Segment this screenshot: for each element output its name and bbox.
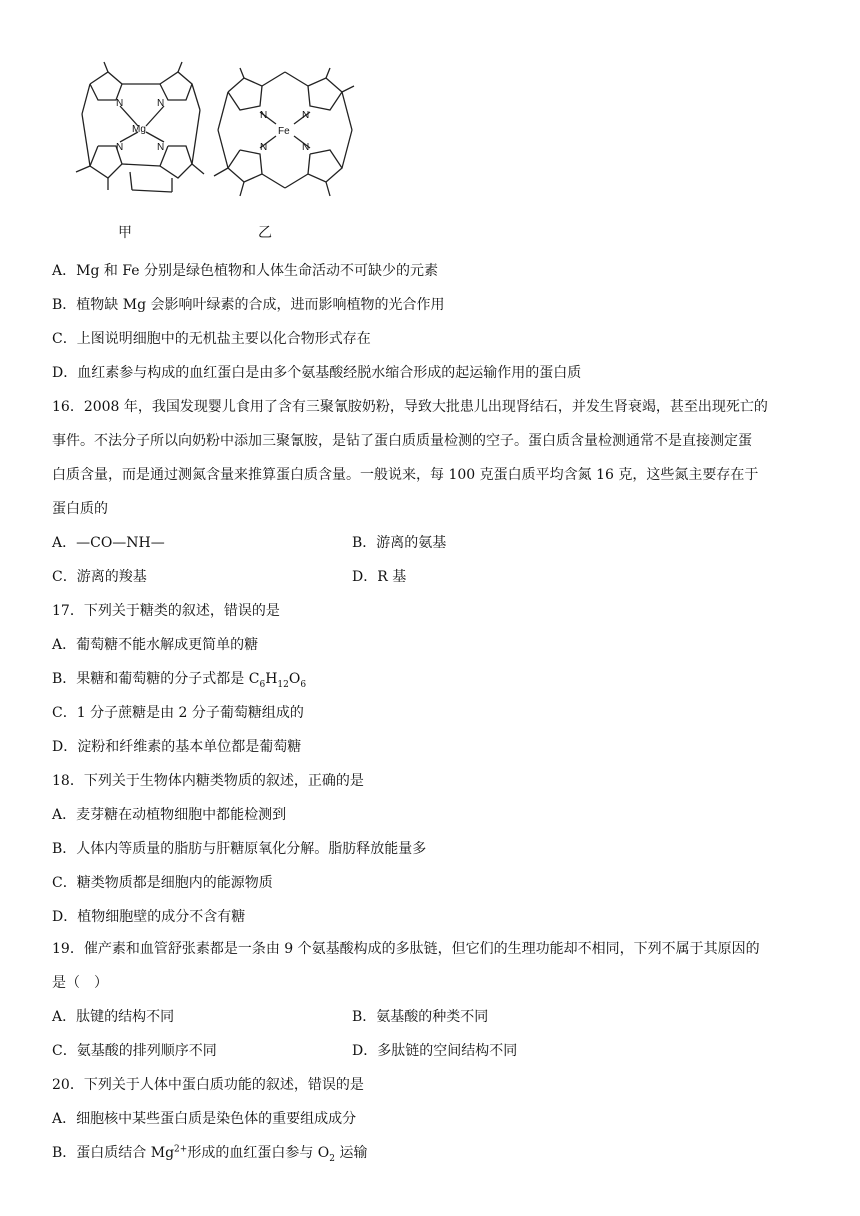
right-pyrrole-ring-4 <box>228 150 262 182</box>
q15-option-d: D．血红素参与构成的血红蛋白是由多个氨基酸经脱水缩合形成的起运输作用的蛋白质 <box>52 365 582 381</box>
q20-option-a: A．细胞核中某些蛋白质是染色体的重要组成成分 <box>52 1111 357 1127</box>
q19-option-d: D．多肽链的空间结构不同 <box>352 1043 518 1059</box>
q20-option-b-mid: 形成的血红蛋白参与 O <box>187 1145 330 1161</box>
q17-option-d: D．淀粉和纤维素的基本单位都是葡萄糖 <box>52 739 302 755</box>
right-center-atom: Fe <box>278 126 290 137</box>
q17-option-a: A．葡萄糖不能水解成更简单的糖 <box>52 637 259 653</box>
right-n-atom-3: N <box>260 142 268 153</box>
q17-option-b-text: B．果糖和葡萄糖的分子式都是 C <box>52 671 260 687</box>
q18-option-d: D．植物细胞壁的成分不含有糖 <box>52 909 246 925</box>
q20-option-b-post: 运输 <box>335 1145 368 1161</box>
left-pyrrole-ring-3 <box>160 146 192 178</box>
q16-option-d: D．R 基 <box>352 569 407 585</box>
q18-option-b: B．人体内等质量的脂肪与肝糖原氧化分解。脂肪释放能量多 <box>52 841 427 857</box>
left-n-atom-2: N <box>157 98 165 109</box>
q17-stem: 17．下列关于糖类的叙述，错误的是 <box>52 603 280 619</box>
formula-o-count: 6 <box>300 679 307 690</box>
q18-stem: 18．下列关于生物体内糖类物质的叙述，正确的是 <box>52 773 364 789</box>
right-pyrrole-ring-1 <box>228 78 262 110</box>
q19-option-b: B．氨基酸的种类不同 <box>352 1009 489 1025</box>
right-n-atom-1: N <box>260 110 268 121</box>
q20-option-b <box>52 1144 367 1162</box>
o2-subscript: 2 <box>329 1153 335 1164</box>
q16-option-b: B．游离的氨基 <box>352 535 447 551</box>
q20-stem: 20．下列关于人体中蛋白质功能的叙述，错误的是 <box>52 1077 364 1093</box>
q15-option-a: A．Mg 和 Fe 分别是绿色植物和人体生命活动不可缺少的元素 <box>52 263 438 279</box>
left-n-atom-3: N <box>116 142 124 153</box>
q17-option-b <box>52 670 306 688</box>
q19-stem-line-1: 19．催产素和血管舒张素都是一条由 9 个氨基酸构成的多肽链，但它们的生理功能却不相同，下列不属于其原因的 <box>52 941 760 957</box>
right-pyrrole-ring-2 <box>308 78 342 110</box>
q20-option-b-pre: B．蛋白质结合 Mg <box>52 1145 175 1161</box>
formula-h-element: H <box>265 671 278 687</box>
q16-stem-line-3: 白质含量，而是通过测氮含量来推算蛋白质含量。一般说来，每 100 克蛋白质平均含氮 16 克，这些氮主要存在于 <box>52 467 759 483</box>
q19-stem-line-2: 是（ ） <box>52 975 108 991</box>
q16-option-a: A．—CO—NH— <box>52 535 165 551</box>
right-n-atom-4: N <box>302 142 310 153</box>
left-n-atom-1: N <box>116 98 124 109</box>
figure-label-left: 甲 <box>118 225 132 241</box>
q19-option-a: A．肽键的结构不同 <box>52 1009 175 1025</box>
left-n-atom-4: N <box>157 142 165 153</box>
mg-charge: 2+ <box>174 1144 188 1155</box>
figure-label-right: 乙 <box>258 225 272 241</box>
q15-option-b: B．植物缺 Mg 会影响叶绿素的合成，进而影响植物的光合作用 <box>52 297 445 313</box>
q16-stem-line-4: 蛋白质的 <box>52 501 108 517</box>
left-center-atom: Mg <box>132 124 146 135</box>
right-n-atom-2: N <box>302 110 310 121</box>
right-pyrrole-ring-3 <box>308 150 342 182</box>
q16-option-c: C．游离的羧基 <box>52 569 147 585</box>
q16-stem-line-2: 事件。不法分子所以向奶粉中添加三聚氰胺，是钻了蛋白质质量检测的空子。蛋白质含量检测通常不是直接测定蛋 <box>52 433 752 449</box>
q16-stem-line-1: 16．2008 年，我国发现婴儿食用了含有三聚氰胺奶粉，导致大批患儿出现肾结石，并发生肾衰竭，甚至出现死亡的 <box>52 399 768 415</box>
q15-option-c: C．上图说明细胞中的无机盐主要以化合物形式存在 <box>52 331 371 347</box>
porphyrin-structures-diagram <box>60 54 360 244</box>
q19-option-c: C．氨基酸的排列顺序不同 <box>52 1043 217 1059</box>
formula-o-element: O <box>288 671 301 687</box>
q18-option-c: C．糖类物质都是细胞内的能源物质 <box>52 875 273 891</box>
q18-option-a: A．麦芽糖在动植物细胞中都能检测到 <box>52 807 287 823</box>
porphyrin-figures <box>60 54 360 244</box>
q17-option-c: C．1 分子蔗糖是由 2 分子葡萄糖组成的 <box>52 705 304 721</box>
left-pyrrole-ring-2 <box>160 72 192 100</box>
formula-h-count: 12 <box>277 679 289 690</box>
formula-c-count: 6 <box>259 679 266 690</box>
left-pyrrole-ring-1 <box>90 72 122 100</box>
